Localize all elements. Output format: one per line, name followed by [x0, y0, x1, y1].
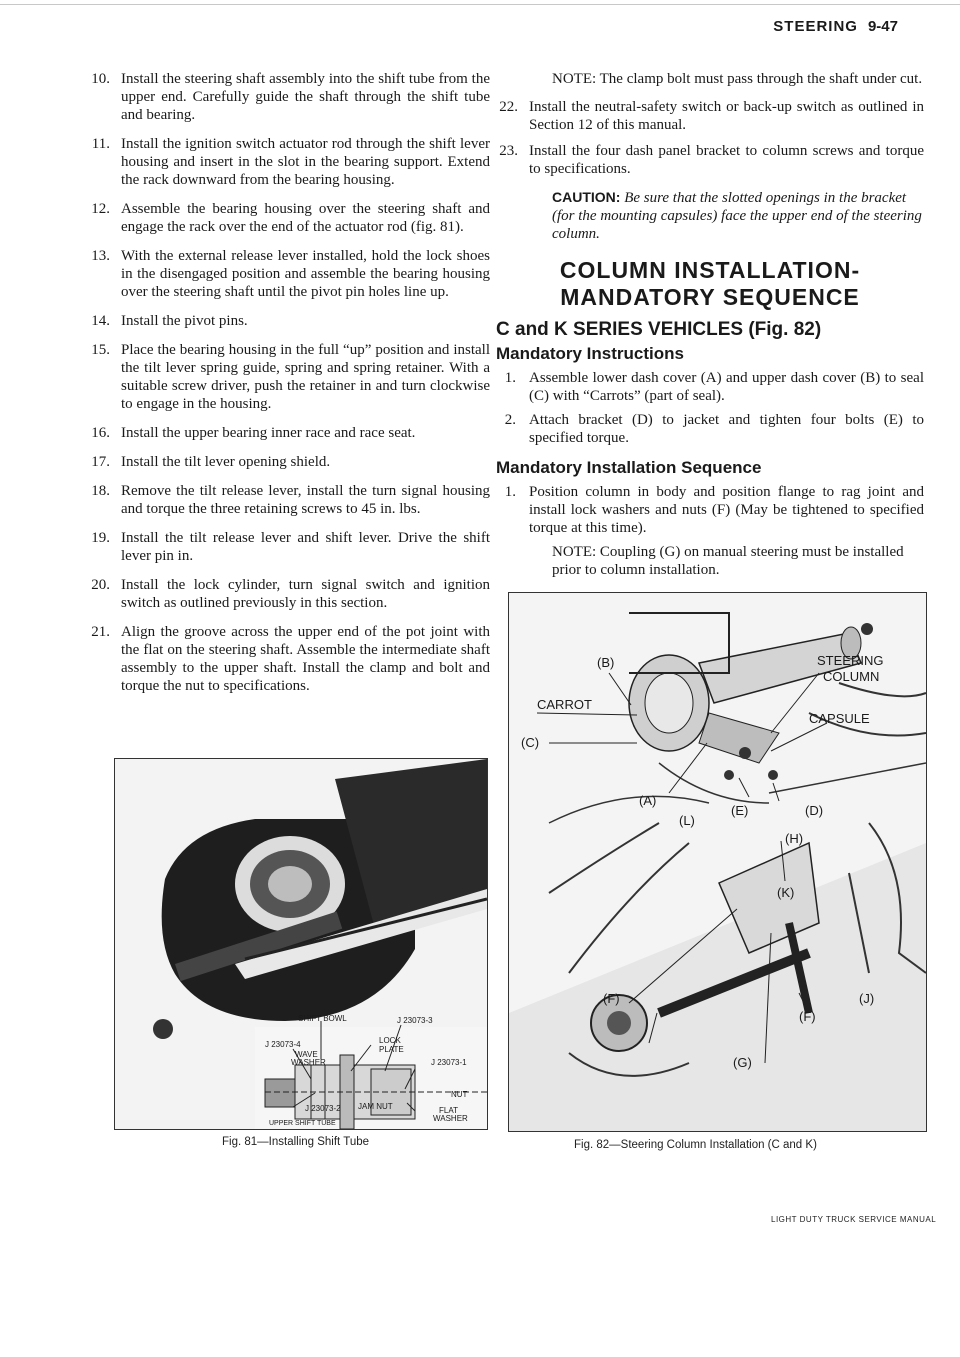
step-16: 16. Install the upper bearing inner race and race seat.	[91, 425, 416, 441]
step-18: 18. Remove the tilt release lever, install the turn signal housing and torque the three retaining screws to 45 in. lbs.	[91, 483, 490, 517]
label-b: (B)	[597, 655, 615, 670]
figure-81-caption: Fig. 81—Installing Shift Tube	[222, 1136, 370, 1148]
shift-tube-illustration	[115, 759, 487, 1129]
step-11: 11. Install the ignition switch actuator rod through the shift lever housing and insert in the slot in the bearing support. Extend the rack downward from the bearing housing.	[91, 136, 490, 188]
sequence-1: 1. Position column in body and position flange to rag joint and install lock washers and nuts (F) (May be tightened to specified torque at this time).	[504, 484, 924, 536]
vehicle-series-heading: C and K SERIES VEHICLES (Fig. 82)	[496, 319, 822, 340]
step-17: 17. Install the tilt lever opening shield.	[91, 454, 331, 470]
instructions-heading: Mandatory Instructions	[496, 344, 684, 363]
left-column	[88, 70, 490, 706]
label-shift-bowl: SHIFT BOWL	[298, 1014, 347, 1023]
label-lock-plate-2: PLATE	[379, 1045, 404, 1054]
top-rule	[0, 4, 960, 5]
step-10: 10. Install the steering shaft assembly into the shift tube from the upper end. Carefully guide the shaft through the shift tube and bearing.	[91, 71, 490, 123]
label-g: (G)	[733, 1055, 752, 1070]
instruction-1: 1. Assemble lower dash cover (A) and upper dash cover (B) to seal (C) with “Carrots” (part of seal).	[504, 370, 924, 404]
step-13: 13. With the external release lever installed, hold the lock shoes in the disengaged position and assemble the bearing housing over the steering shaft until the pivot pin holes line up.	[91, 248, 490, 300]
label-j23073-4: J 23073-4	[265, 1040, 301, 1049]
section-heading: COLUMN INSTALLATION- MANDATORY SEQUENCE	[559, 257, 861, 310]
steering-column-illustration	[509, 593, 926, 1131]
step-20: 20. Install the lock cylinder, turn signal switch and ignition switch as outlined previously in this section.	[91, 577, 490, 611]
running-header	[773, 18, 898, 35]
label-f-lower: (F)	[799, 1009, 816, 1024]
step-14: 14. Install the pivot pins.	[91, 313, 248, 329]
label-j: (J)	[859, 991, 875, 1006]
step-21: 21. Align the groove across the upper end of the pot joint with the flat on the steering shaft. Assemble the intermediate shaft assembly to the upper shaft. Install the clamp and bolt and torque the nut to specifications.	[91, 624, 490, 694]
label-e: (E)	[731, 803, 749, 818]
step-23: 23. Install the four dash panel bracket to column screws and torque to specifications.	[499, 143, 924, 177]
label-a: (A)	[639, 793, 657, 808]
label-j23073-1: J 23073-1	[431, 1058, 467, 1067]
label-j23073-3: J 23073-3	[397, 1016, 433, 1025]
label-c: (C)	[521, 735, 540, 750]
label-wave-washer-1: WAVE	[295, 1050, 318, 1059]
caution-text: Be sure that the slotted openings in the bracket (for the mounting capsules) face the upper end of the steering column.	[552, 190, 922, 242]
page-number: 9-47	[867, 18, 898, 35]
label-k: (K)	[777, 885, 795, 900]
figure-82-caption: Fig. 82—Steering Column Installation (C and K)	[574, 1139, 817, 1151]
label-f-upper: (F)	[603, 991, 620, 1006]
step-22: 22. Install the neutral-safety switch or back-up switch as outlined in Section 12 of this manual.	[499, 99, 924, 133]
figure-82	[508, 592, 927, 1132]
label-upper-shift-tube: UPPER SHIFT TUBE	[269, 1120, 336, 1127]
label-jam-nut: JAM NUT	[358, 1102, 393, 1111]
step-12: 12. Assemble the bearing housing over the steering shaft and engage the rack over the end of the actuator rod (fig. 81).	[91, 201, 490, 235]
clamp-bolt-note: NOTE: The clamp bolt must pass through the shaft under cut.	[552, 71, 923, 87]
caution-label: CAUTION:	[552, 189, 621, 205]
page-footer: LIGHT DUTY TRUCK SERVICE MANUAL	[771, 1215, 937, 1224]
label-l: (L)	[679, 813, 695, 828]
label-steering-column-1: STEERING	[817, 653, 884, 668]
label-flat-washer-1: FLAT	[439, 1106, 458, 1115]
label-nut: NUT	[451, 1090, 468, 1099]
figure-81	[114, 758, 488, 1130]
label-lock-plate-1: LOCK	[379, 1036, 401, 1045]
section-title: STEERING	[773, 18, 858, 35]
label-d: (D)	[805, 803, 824, 818]
label-flat-washer-2: WASHER	[433, 1114, 468, 1123]
coupling-note: NOTE: Coupling (G) on manual steering must be installed prior to column installation.	[552, 544, 904, 578]
instruction-2: 2. Attach bracket (D) to jacket and tighten four bolts (E) to specified torque.	[504, 412, 924, 446]
label-h: (H)	[785, 831, 804, 846]
sequence-heading: Mandatory Installation Sequence	[496, 458, 762, 477]
caution-block	[496, 188, 924, 243]
label-j23073-2: J 23073-2	[305, 1104, 341, 1113]
label-wave-washer-2: WASHER	[291, 1058, 326, 1067]
step-15: 15. Place the bearing housing in the full “up” position and install the tilt lever spring guide, spring and spring retainer. With a suitable screw driver, push the retainer in and turn clockwise to engage in the housing.	[91, 342, 490, 412]
label-steering-column-2: COLUMN	[823, 669, 880, 684]
label-capsule: CAPSULE	[809, 711, 870, 726]
label-carrot: CARROT	[537, 697, 592, 712]
step-19: 19. Install the tilt release lever and shift lever. Drive the shift lever pin in.	[91, 530, 490, 564]
right-column	[496, 70, 924, 587]
